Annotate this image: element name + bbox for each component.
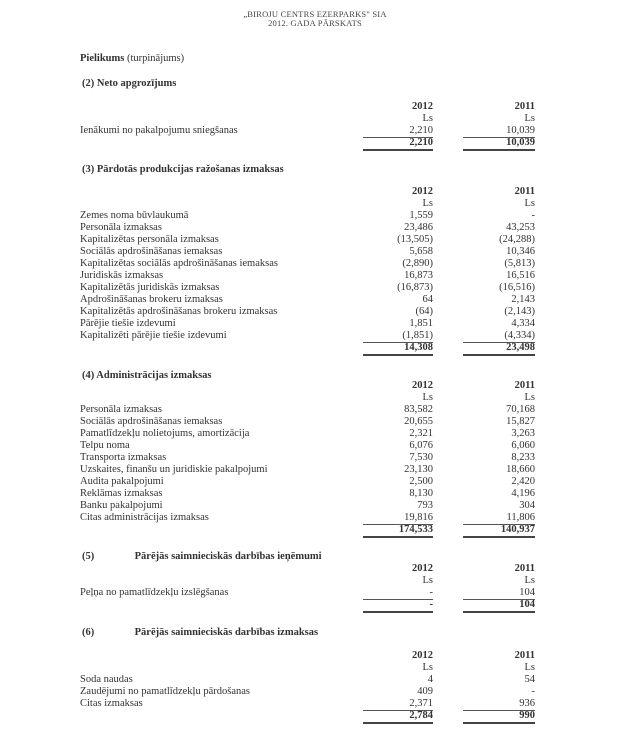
table-row (80, 698, 540, 710)
value-2012: 19,816 (363, 512, 433, 525)
row-label: Ienākumi no pakalpojumu sniegšanas (80, 125, 238, 136)
currency-header-row (80, 392, 540, 404)
value-2011: 936 (463, 698, 535, 711)
total-2012: 174,533 (363, 524, 433, 538)
currency-2011: Ls (524, 575, 535, 586)
value-2011: 3,263 (511, 428, 535, 439)
currency-2012: Ls (422, 198, 433, 209)
year-2011-header: 2011 (514, 563, 535, 574)
value-2012: - (363, 587, 433, 600)
section-title-text: Pārējās saimnieciskās darbības izmaksas (134, 627, 319, 638)
value-2012: 7,530 (409, 452, 433, 463)
currency-2012: Ls (422, 113, 433, 124)
year-2012-header: 2012 (412, 563, 433, 574)
section-title (82, 627, 318, 639)
value-2012: (1,851) (363, 330, 433, 343)
year-header-row (80, 563, 540, 575)
total-row (80, 342, 540, 354)
report-title: 2012. GADA PĀRSKATS (268, 18, 362, 28)
row-label: Soda naudas (80, 674, 133, 685)
value-2011: (24,288) (499, 234, 535, 245)
value-2012: 23,130 (404, 464, 433, 475)
row-label: Zemes noma būvlaukumā (80, 210, 189, 221)
year-2012-header: 2012 (412, 650, 433, 661)
table-row (80, 452, 540, 464)
year-2011-header: 2011 (514, 186, 535, 197)
total-row (80, 137, 540, 149)
section-table (80, 380, 540, 536)
total-row (80, 599, 540, 611)
row-label: Peļņa no pamatlīdzekļu izslēgšanas (80, 587, 229, 598)
section-number: (4) (82, 370, 95, 381)
company-name: „BIROJU CENTRS EZERPARKS" SIA (243, 9, 387, 19)
table-row (80, 270, 540, 282)
year-2011-header: 2011 (514, 650, 535, 661)
table-row (80, 500, 540, 512)
total-2011: 10,039 (463, 137, 535, 151)
value-2011: - (531, 686, 535, 697)
value-2011: 10,039 (463, 125, 535, 138)
row-label: Juridiskās izmaksas (80, 270, 164, 281)
value-2011: 10,346 (506, 246, 535, 257)
value-2012: 20,655 (404, 416, 433, 427)
value-2012: 1,559 (409, 210, 433, 221)
value-2011: (2,143) (504, 306, 535, 317)
value-2011: 4,196 (511, 488, 535, 499)
row-label: Citas izmaksas (80, 698, 143, 709)
value-2011: 70,168 (506, 404, 535, 415)
value-2012: 793 (417, 500, 433, 511)
row-label: Sociālās apdrošināšanas iemaksas (80, 246, 223, 257)
total-2011: 104 (463, 599, 535, 613)
value-2012: 16,873 (404, 270, 433, 281)
section-title (82, 164, 284, 176)
year-2011-header: 2011 (514, 101, 535, 112)
row-label: Audita pakalpojumi (80, 476, 164, 487)
value-2011: 54 (524, 674, 535, 685)
value-2011: 2,420 (511, 476, 535, 487)
table-row (80, 330, 540, 342)
value-2011: 304 (519, 500, 535, 511)
row-label: Kapitalizēti pārējie tiešie izdevumi (80, 330, 227, 341)
value-2012: 5,658 (409, 246, 433, 257)
value-2011: 11,806 (463, 512, 535, 525)
value-2011: 2,143 (511, 294, 535, 305)
currency-header-row (80, 575, 540, 587)
table-row (80, 258, 540, 270)
value-2011: 18,660 (506, 464, 535, 475)
table-row (80, 686, 540, 698)
row-label: Banku pakalpojumi (80, 500, 163, 511)
table-row (80, 222, 540, 234)
value-2012: (64) (415, 306, 433, 317)
section-title-text: Pārdotās produkcijas ražošanas izmaksas (96, 164, 284, 175)
value-2012: 2,210 (363, 125, 433, 138)
year-2012-header: 2012 (412, 186, 433, 197)
total-2012: 2,784 (363, 710, 433, 724)
year-header-row (80, 650, 540, 662)
value-2011: 43,253 (506, 222, 535, 233)
annex-heading (80, 53, 184, 65)
value-2012: 409 (417, 686, 433, 697)
currency-2011: Ls (524, 198, 535, 209)
value-2012: (16,873) (397, 282, 433, 293)
section-title (82, 551, 322, 563)
section-number: (3) (82, 164, 95, 175)
currency-2012: Ls (422, 392, 433, 403)
total-2012: 14,308 (363, 342, 433, 356)
table-row (80, 294, 540, 306)
row-label: Transporta izmaksas (80, 452, 167, 463)
year-2012-header: 2012 (412, 101, 433, 112)
row-label: Pamatlīdzekļu nolietojums, amortizācija (80, 428, 250, 439)
value-2012: 6,076 (409, 440, 433, 451)
table-row (80, 318, 540, 330)
row-label: Kapitalizētas personāla izmaksas (80, 234, 219, 245)
total-2012: 2,210 (363, 137, 433, 151)
value-2012: 64 (422, 294, 433, 305)
total-row (80, 710, 540, 722)
value-2011: - (531, 210, 535, 221)
total-2011: 23,498 (463, 342, 535, 356)
table-row (80, 306, 540, 318)
annex-title: Pielikums (80, 53, 125, 64)
currency-header-row (80, 198, 540, 210)
currency-2012: Ls (422, 575, 433, 586)
value-2011: 104 (463, 587, 535, 600)
value-2011: (5,813) (504, 258, 535, 269)
table-row (80, 428, 540, 440)
value-2012: 4 (427, 674, 433, 685)
total-2011: 140,937 (463, 524, 535, 538)
row-label: Personāla izmaksas (80, 222, 162, 233)
value-2012: 23,486 (404, 222, 433, 233)
value-2012: 2,500 (409, 476, 433, 487)
currency-2011: Ls (524, 392, 535, 403)
value-2011: (16,516) (499, 282, 535, 293)
table-row (80, 282, 540, 294)
table-row (80, 404, 540, 416)
table-row (80, 246, 540, 258)
total-2011: 990 (463, 710, 535, 724)
year-header-row (80, 186, 540, 198)
value-2012: 8,130 (409, 488, 433, 499)
value-2011: 16,516 (506, 270, 535, 281)
value-2011: 6,060 (511, 440, 535, 451)
table-row (80, 125, 540, 137)
year-2012-header: 2012 (412, 380, 433, 391)
row-label: Sociālās apdrošināšanas iemaksas (80, 416, 223, 427)
table-row (80, 210, 540, 222)
section-table (80, 186, 540, 354)
table-row (80, 234, 540, 246)
section-title-text: Administrācijas izmaksas (96, 370, 212, 381)
table-row (80, 512, 540, 524)
currency-2011: Ls (524, 113, 535, 124)
section-title-text: Neto apgrozījums (96, 78, 177, 89)
value-2012: (2,890) (402, 258, 433, 269)
year-2011-header: 2011 (514, 380, 535, 391)
row-label: Kapitalizētās apdrošināšanas brokeru izmaksas (80, 306, 278, 317)
year-header-row (80, 380, 540, 392)
value-2011: 8,233 (511, 452, 535, 463)
table-row (80, 674, 540, 686)
value-2011: 15,827 (506, 416, 535, 427)
currency-2011: Ls (524, 662, 535, 673)
section-number: (2) (82, 78, 95, 89)
total-2012: - (363, 599, 433, 613)
section-title (82, 78, 176, 90)
row-label: Apdrošināšanas brokeru izmaksas (80, 294, 223, 305)
value-2012: 1,851 (409, 318, 433, 329)
section-table (80, 650, 540, 722)
currency-2012: Ls (422, 662, 433, 673)
section-number: (5) (82, 551, 95, 562)
row-label: Kapitalizētās juridiskās izmaksas (80, 282, 220, 293)
section-table (80, 101, 540, 149)
table-row (80, 476, 540, 488)
row-label: Telpu noma (80, 440, 130, 451)
value-2012: 2,321 (409, 428, 433, 439)
table-row (80, 488, 540, 500)
row-label: Pārējie tiešie izdevumi (80, 318, 176, 329)
row-label: Reklāmas izmaksas (80, 488, 163, 499)
row-label: Citas administrācijas izmaksas (80, 512, 209, 523)
table-row (80, 464, 540, 476)
value-2011: 4,334 (511, 318, 535, 329)
value-2012: 2,371 (363, 698, 433, 711)
section-title-text: Pārējās saimnieciskās darbības ieņēmumi (134, 551, 322, 562)
year-header-row (80, 101, 540, 113)
row-label: Uzskaites, finanšu un juridiskie pakalpojumi (80, 464, 268, 475)
section-number: (6) (82, 627, 95, 638)
currency-header-row (80, 662, 540, 674)
table-row (80, 416, 540, 428)
value-2011: (4,334) (463, 330, 535, 343)
currency-header-row (80, 113, 540, 125)
value-2012: (13,505) (397, 234, 433, 245)
value-2012: 83,582 (404, 404, 433, 415)
total-row (80, 524, 540, 536)
table-row (80, 440, 540, 452)
row-label: Kapitalizētas sociālās apdrošināšanas iemaksas (80, 258, 278, 269)
table-row (80, 587, 540, 599)
row-label: Zaudējumi no pamatlīdzekļu pārdošanas (80, 686, 250, 697)
row-label: Personāla izmaksas (80, 404, 162, 415)
annex-note: (turpinājums) (126, 53, 185, 64)
section-table (80, 563, 540, 611)
